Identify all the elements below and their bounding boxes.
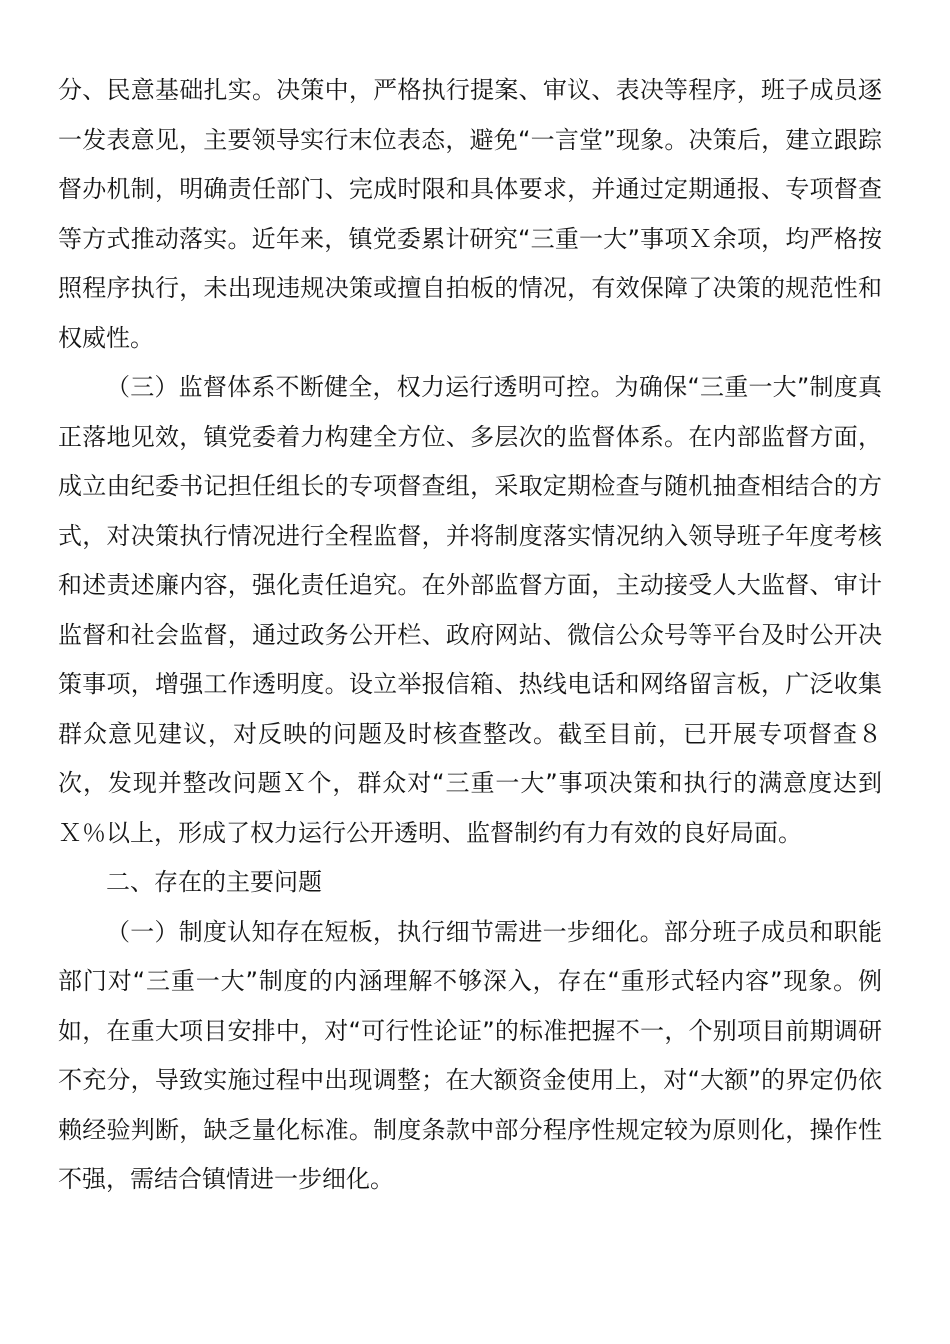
section-heading-main-problems: 二、存在的主要问题	[106, 868, 322, 896]
document-page	[58, 66, 882, 1205]
paragraph-supervision-system: （三）监督体系不断健全，权力运行透明可控。为确保“三重一大”制度真正落地见效，镇党委着力构建全方位、多层次的监督体系。在内部监督方面，成立由纪委书记担任组长的专项督查组，采取定期检查与随机抽查相结合的方式，对决策执行情况进行全程监督，并将制度落实情况纳入领导班子年度考核和述责述廉内容，强化责任追究。在外部监督方面，主动接受人大监督、审计监督和社会监督，通过政务公开栏、政府网站、微信公众号等平台及时公开决策事项，增强工作透明度。设立举报信箱、热线电话和网络留言板，广泛收集群众意见建议，对反映的问题及时核查整改。截至目前，已开展专项督查８次，发现并整改问题Ｘ个，群众对“三重一大”事项决策和执行的满意度达到Ｘ％以上，形成了权力运行公开透明、监督制约有力有效的良好局面。	[58, 373, 882, 847]
paragraph-continuation: 分、民意基础扎实。决策中，严格执行提案、审议、表决等程序，班子成员逐一发表意见，主要领导实行末位表态，避免“一言堂”现象。决策后，建立跟踪督办机制，明确责任部门、完成时限和具体要求，并通过定期通报、专项督查等方式推动落实。近年来，镇党委累计研究“三重一大”事项Ｘ余项，均严格按照程序执行，未出现违规决策或擅自拍板的情况，有效保障了决策的规范性和权威性。	[58, 76, 882, 352]
paragraph-system-awareness: （一）制度认知存在短板，执行细节需进一步细化。部分班子成员和职能部门对“三重一大”制度的内涵理解不够深入，存在“重形式轻内容”现象。例如，在重大项目安排中，对“可行性论证”的标准把握不一，个别项目前期调研不充分，导致实施过程中出现调整；在大额资金使用上，对“大额”的界定仍依赖经验判断，缺乏量化标准。制度条款中部分程序性规定较为原则化，操作性不强，需结合镇情进一步细化。	[58, 917, 882, 1193]
